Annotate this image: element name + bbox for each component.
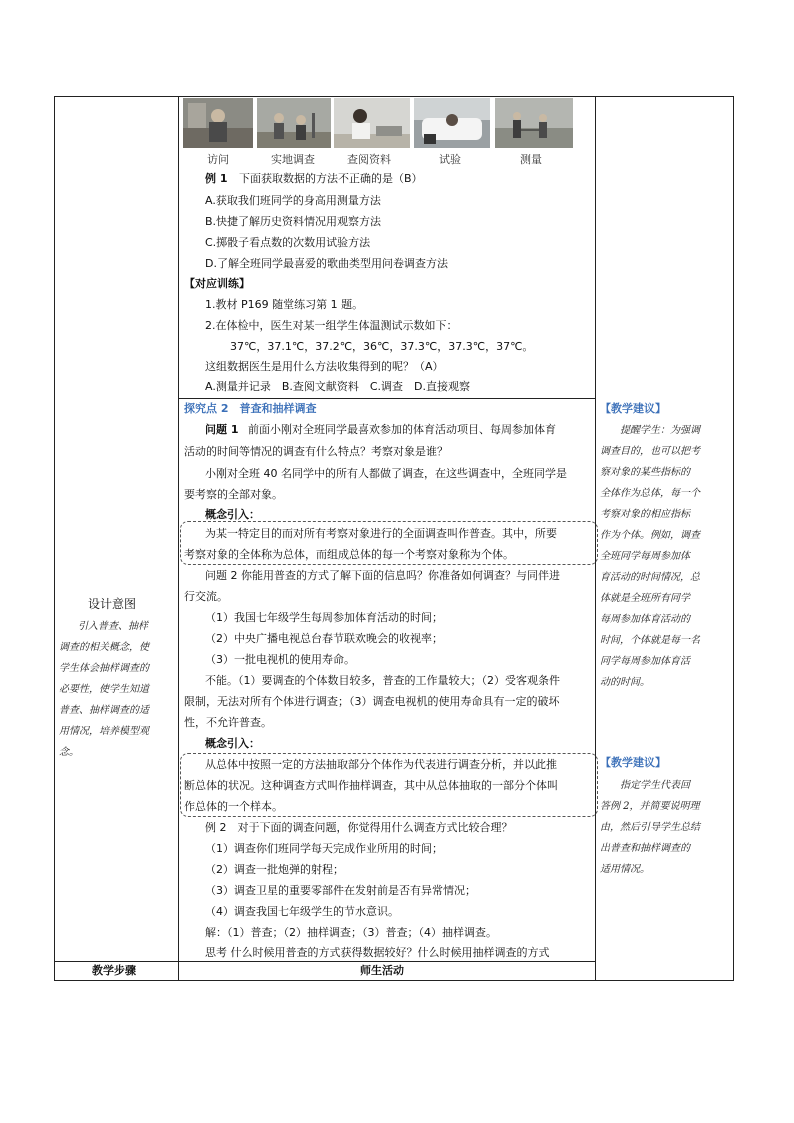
teaching-tip2-line-5: 适用情况。 [600,864,650,875]
q2-item3: （3）一批电视机的使用寿命。 [205,653,355,666]
footer-top-border [54,961,595,962]
def2-line2: 断总体的状况。这种调查方式叫作抽样调查，其中从总体抽取的一部分个体叫 [184,779,558,792]
practice-item1: 1.教材 P169 随堂练习第 1 题。 [205,298,364,311]
teaching-tip1-line-7: 全班同学每周参加体 [600,551,690,562]
example1-option-c: C.掷骰子看点数的次数用试验方法 [205,236,371,249]
example1-option-b: B.快捷了解历史资料情况用观察方法 [205,215,382,228]
teaching-tip1-line-11: 时间，个体就是每一名 [600,635,700,646]
design-intent-line-4: 必要性，使学生知道 [59,684,149,695]
design-intent-line-1: 引入普查、抽样 [78,621,148,632]
ex2-item3: （3）调查卫星的重要零部件在发射前是否有异常情况； [205,884,476,897]
def1-line2: 考察对象的全体称为总体，而组成总体的每一个考察对象称为个体。 [184,548,514,561]
a2-line2: 限制，无法对所有个体进行调查；（3）调查电视机的使用寿命具有一定的破坏 [184,695,560,708]
practice-heading: 【对应训练】 [184,277,250,290]
teaching-tip2-line-1: 指定学生代表回 [620,780,690,791]
example1-option-d: D.了解全班同学最喜爱的歌曲类型用问卷调查方法 [205,257,448,270]
example1-title: 例 1 [205,172,228,185]
photo-strip [183,98,575,148]
teaching-tip1-line-8: 育活动的时间情况，总 [600,572,700,583]
footer-teacher-student-activity: 师生活动 [360,964,404,977]
design-intent-line-5: 普查、抽样调查的适 [59,705,149,716]
ex2-item4: （4）调查我国七年级学生的节水意识。 [205,905,399,918]
design-intent-line-7: 念。 [59,747,79,758]
q1-text: 前面小刚对全班同学最喜欢参加的体育活动项目、每周参加体育 [247,423,556,436]
teaching-tip1-line-5: 考察对象的相应指标 [600,509,690,520]
design-intent-line-3: 学生体会抽样调查的 [59,663,149,674]
design-intent-heading: 设计意图 [88,597,137,611]
caption-field-survey: 实地调查 [271,153,315,166]
teaching-tip1-line-13: 动的时间。 [600,677,650,688]
def2-line3: 作总体的一个样本。 [184,800,283,813]
q1-line2: 活动的时间等情况的调查有什么特点？考察对象是谁？ [184,445,448,458]
ex2-item2: （2）调查一批炮弹的射程； [205,863,344,876]
teaching-tip1-line-2: 调查目的，也可以把考 [600,446,700,457]
q1-label: 问题 1 [205,423,239,436]
q2-item2: （2）中央广播电视总台春节联欢晚会的收视率； [205,632,443,645]
column-divider-left [178,96,179,981]
practice-item2: 2.在体检中，医生对某一组学生体温测试示数如下： [205,319,458,332]
teaching-tip1-line-12: 同学每周参加体育活 [600,656,690,667]
teaching-tip1-heading: 【教学建议】 [600,402,666,415]
table-top-right [595,96,734,97]
table-top-border [54,96,595,97]
def1-line1: 为某一特定目的而对所有考察对象进行的全面调查叫作普查。其中，所要 [205,527,557,540]
teaching-tip1-line-3: 察对象的某些指标的 [600,467,690,478]
design-intent-line-6: 用情况，培养模型观 [59,726,149,737]
teaching-tip2-line-4: 出普查和抽样调查的 [600,843,690,854]
caption-measurement: 测量 [520,153,542,166]
think-line: 思考 什么时候用普查的方式获得数据较好？什么时候用抽样调查的方式 [205,946,550,959]
ex2-item1: （1）调查你们班同学每天完成作业所用的时间； [205,842,443,855]
concept-label-2: 概念引入： [205,737,260,750]
photo-experiment [414,98,490,148]
photo-reference-lookup [334,98,410,148]
table-right-outer [733,96,734,981]
photo-interview [183,98,253,148]
teaching-tip2-heading: 【教学建议】 [600,756,666,769]
a1-line1: 小刚对全班 40 名同学中的所有人都做了调查，在这些调查中，全班同学是 [205,467,567,480]
ex2-line: 例 2 对于下面的调查问题，你觉得用什么调查方式比较合理？ [205,821,513,834]
example1-option-a: A.获取我们班同学的身高用测量方法 [205,194,381,207]
q2-item1: （1）我国七年级学生每周参加体育活动的时间； [205,611,443,624]
practice-options: A.测量并记录 B.查阅文献资料 C.调查 D.直接观察 [205,380,471,393]
footer-teaching-steps: 教学步骤 [92,964,136,977]
teaching-tip1-line-9: 体就是全班所有同学 [600,593,690,604]
q1-line1 [205,423,556,437]
teaching-tip1-line-1: 提醒学生：为强调 [620,425,700,436]
teaching-tip2-line-3: 由，然后引导学生总结 [600,822,700,833]
table-left-border [54,96,55,981]
caption-reference-lookup: 查阅资料 [347,153,391,166]
example1-line [205,172,423,186]
teaching-tip2-line-2: 答例 2，并简要说明理 [600,801,700,812]
table-bottom-border [54,980,595,981]
a2-line1: 不能。（1）要调查的个体数目较多，普查的工作量较大；（2）受客观条件 [205,674,560,687]
a2-line3: 性，不允许普查。 [184,716,272,729]
caption-experiment: 试验 [439,153,461,166]
table-right-border [595,961,596,981]
q2-line1: 问题 2 你能用普查的方式了解下面的信息吗？你准备如何调查？与同伴进 [205,569,560,582]
def2-line1: 从总体中按照一定的方法抽取部分个体作为代表进行调查分析，并以此推 [205,758,557,771]
teaching-tip1-line-6: 作为个体。例如，调查 [600,530,700,541]
design-intent-line-2: 调查的相关概念，使 [59,642,149,653]
a1-line2: 要考察的全部对象。 [184,488,283,501]
ex2-answer: 解：（1）普查；（2）抽样调查；（3）普查；（4）抽样调查。 [205,926,497,939]
example1-question: 下面获取数据的方法不正确的是（B） [238,172,423,185]
table-bottom-right [595,980,734,981]
practice-temps: 37℃，37.1℃，37.2℃，36℃，37.3℃，37.3℃，37℃。 [230,340,534,353]
concept-label-1: 概念引入： [205,508,260,521]
section2-title: 探究点 2 普查和抽样调查 [184,402,317,415]
q2-line2: 行交流。 [184,590,228,603]
caption-interview: 访问 [207,153,229,166]
photo-measurement [495,98,573,148]
photo-field-survey [257,98,331,148]
row-divider [178,398,595,399]
practice-question: 这组数据医生是用什么方法收集得到的呢？（A） [205,360,444,373]
teaching-tip1-line-4: 全体作为总体，每一个 [600,488,700,499]
teaching-tip1-line-10: 每周参加体育活动的 [600,614,690,625]
